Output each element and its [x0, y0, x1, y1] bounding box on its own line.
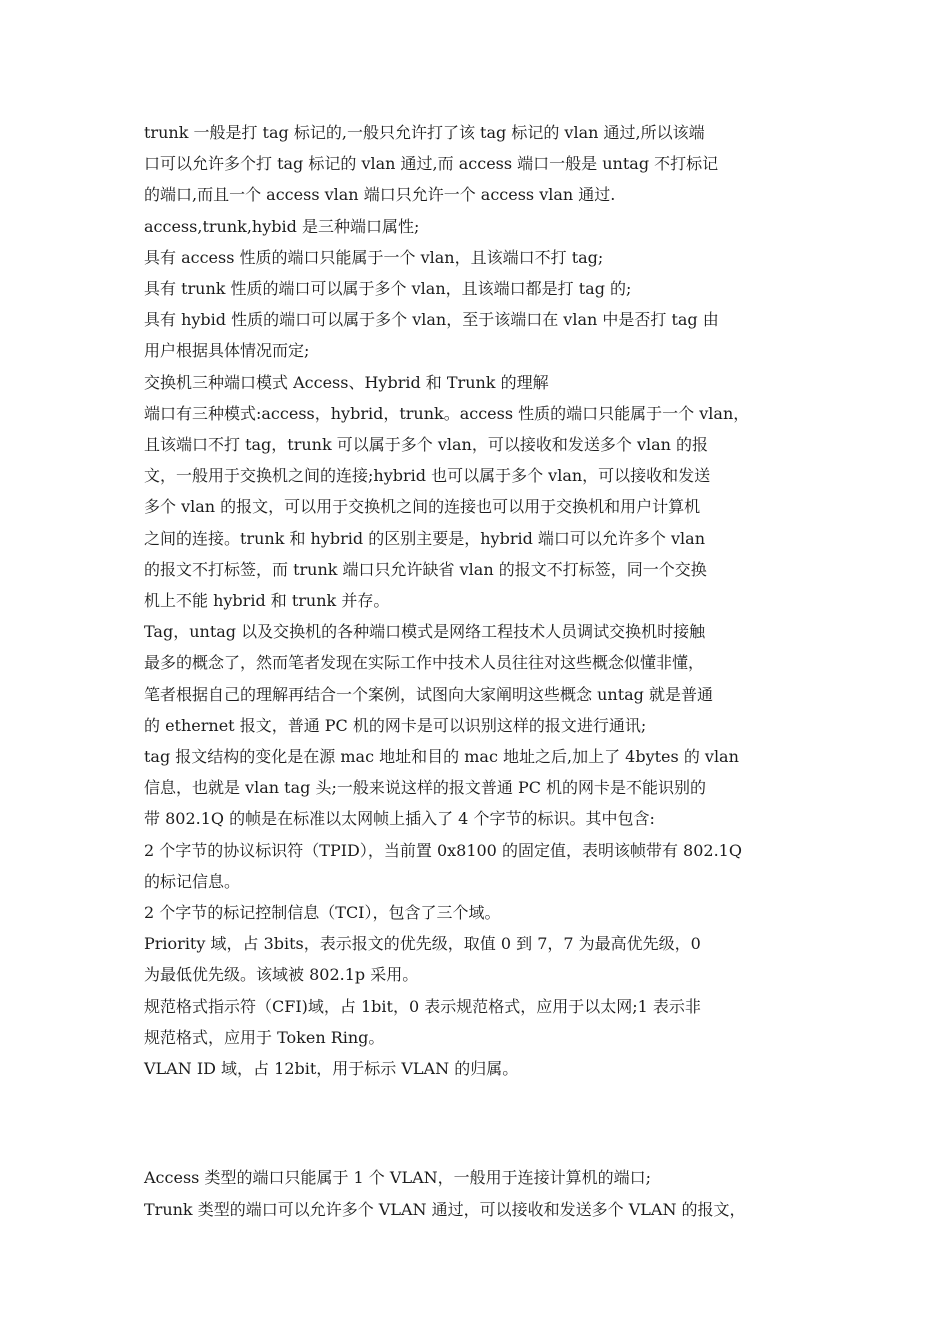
- document-body-top: [144, 117, 814, 1084]
- text-line: Trunk 类型的端口可以允许多个 VLAN 通过，可以接收和发送多个 VLAN 的报文，: [144, 1199, 746, 1219]
- text-line: 最多的概念了，然而笔者发现在实际工作中技术人员往往对这些概念似懂非懂，: [144, 653, 705, 673]
- text-line: 带 802.1Q 的帧是在标准以太网帧上插入了 4 个字节的标识。其中包含:: [144, 809, 655, 829]
- text-line: access,trunk,hybid 是三种端口属性;: [144, 216, 420, 236]
- text-line: 为最低优先级。该域被 802.1p 采用。: [144, 965, 419, 985]
- text-line: tag 报文结构的变化是在源 mac 地址和目的 mac 地址之后,加上了 4bytes 的 vlan: [144, 747, 739, 767]
- text-line: 文，一般用于交换机之间的连接;hybrid 也可以属于多个 vlan，可以接收和发送: [144, 466, 711, 486]
- paragraph: [144, 1194, 814, 1225]
- paragraph: [144, 211, 814, 242]
- paragraph: [144, 1053, 814, 1084]
- text-line: 口可以允许多个打 tag 标记的 vlan 通过,而 access 端口一般是 untag 不打标记: [144, 154, 719, 174]
- paragraph: [144, 928, 814, 990]
- paragraph: [144, 273, 814, 304]
- text-line: 的 ethernet 报文，普通 PC 机的网卡是可以识别这样的报文进行通讯;: [144, 715, 647, 735]
- text-line: 之间的连接。trunk 和 hybrid 的区别主要是，hybrid 端口可以允许多个 vlan: [144, 528, 706, 548]
- paragraph: [144, 897, 814, 928]
- text-line: 机上不能 hybrid 和 trunk 并存。: [144, 591, 390, 611]
- text-line: 规范格式指示符（CFI)域，占 1bit，0 表示规范格式，应用于以太网;1 表示非: [144, 996, 701, 1016]
- paragraph: [144, 304, 814, 366]
- text-line: 且该端口不打 tag，trunk 可以属于多个 vlan，可以接收和发送多个 vlan 的报: [144, 435, 709, 455]
- text-line: 多个 vlan 的报文，可以用于交换机之间的连接也可以用于交换机和用户计算机: [144, 497, 701, 517]
- paragraph: [144, 367, 814, 398]
- paragraph: [144, 1162, 814, 1193]
- text-line: 的端口,而且一个 access vlan 端口只允许一个 access vlan 通过.: [144, 185, 616, 205]
- document-page: [144, 117, 814, 1225]
- text-line: Access 类型的端口只能属于 1 个 VLAN，一般用于连接计算机的端口;: [144, 1168, 652, 1188]
- text-line: Priority 域，占 3bits，表示报文的优先级，取值 0 到 7，7 为最高优先级，0: [144, 934, 701, 954]
- document-body-bottom: [144, 1162, 814, 1224]
- text-line: 具有 hybid 性质的端口可以属于多个 vlan，至于该端口在 vlan 中是否打 tag 由: [144, 310, 719, 330]
- text-line: VLAN ID 域，占 12bit，用于标示 VLAN 的归属。: [144, 1059, 519, 1079]
- text-line: 笔者根据自己的理解再结合一个案例，试图向大家阐明这些概念 untag 就是普通: [144, 684, 713, 704]
- text-line: 具有 trunk 性质的端口可以属于多个 vlan，且该端口都是打 tag 的;: [144, 279, 632, 299]
- text-line: 规范格式，应用于 Token Ring。: [144, 1027, 385, 1047]
- paragraph: [144, 991, 814, 1053]
- text-line: 用户根据具体情况而定;: [144, 341, 310, 361]
- paragraph: [144, 117, 814, 211]
- blank-gap: [144, 1084, 814, 1162]
- paragraph: [144, 242, 814, 273]
- text-line: 交换机三种端口模式 Access、Hybrid 和 Trunk 的理解: [144, 372, 549, 392]
- text-line: trunk 一般是打 tag 标记的,一般只允许打了该 tag 标记的 vlan 通过,所以该端: [144, 123, 705, 142]
- text-line: Tag，untag 以及交换机的各种端口模式是网络工程技术人员调试交换机时接触: [144, 622, 706, 642]
- text-line: 的标记信息。: [144, 871, 241, 891]
- text-line: 2 个字节的协议标识符（TPID），当前置 0x8100 的固定值，表明该帧带有 802.1Q: [144, 840, 742, 860]
- paragraph: [144, 741, 814, 835]
- text-line: 信息，也就是 vlan tag 头;一般来说这样的报文普通 PC 机的网卡是不能识别的: [144, 778, 707, 798]
- text-line: 具有 access 性质的端口只能属于一个 vlan，且该端口不打 tag;: [144, 247, 604, 267]
- text-line: 2 个字节的标记控制信息（TCI），包含了三个域。: [144, 903, 501, 923]
- paragraph: [144, 398, 814, 616]
- paragraph: [144, 616, 814, 741]
- text-line: 的报文不打标签，而 trunk 端口只允许缺省 vlan 的报文不打标签，同一个交换: [144, 559, 707, 579]
- paragraph: [144, 835, 814, 897]
- text-line: 端口有三种模式:access，hybrid，trunk。access 性质的端口只能属于一个 vlan，: [144, 403, 750, 423]
